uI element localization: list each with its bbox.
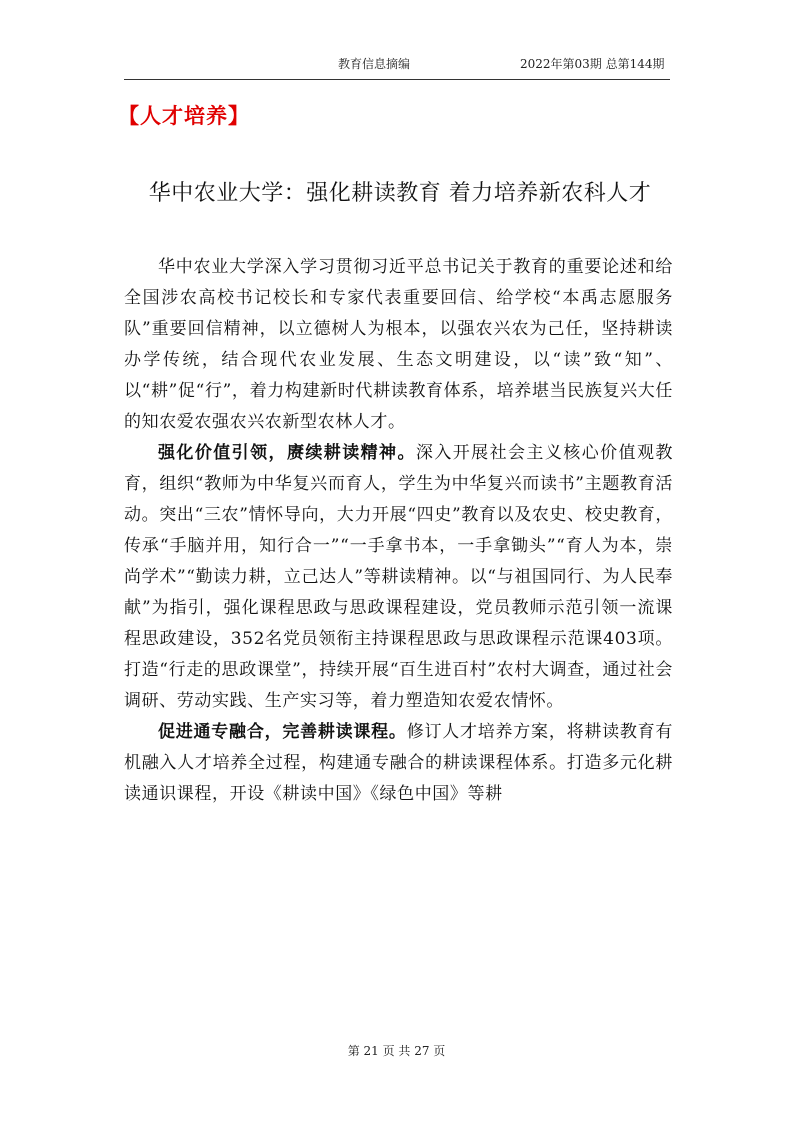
issue-number: 2022年第03期 总第144期	[520, 57, 665, 71]
paragraph-lead: 强化价值引领，赓续耕读精神。	[158, 443, 416, 463]
paragraph-text: 深入开展社会主义核心价值观教育，组织“教师为中华复兴而育人，学生为中华复兴而读书”主题教育活动。突出“三农”情怀导向，大力开展“四史”教育以及农史、校史教育，传承“手脑并用，知行合一”“一手拿书本，一手拿锄头”“育人为本，崇尚学术”“勤读力耕，立己达人”等耕读精神。以“与祖国同行、为人民奉献”为指引，强化课程思政与思政课程建设，党员教师示范引领一流课程思政建设，352名党员领衔主持课程思政与思政课程示范课403项。打造“行走的思政课堂”，持续开展“百生进百村”农村大调查，通过社会调研、劳动实践、生产实习等，着力塑造知农爱农情怀。	[124, 443, 673, 711]
article-body	[124, 252, 673, 810]
running-header	[0, 55, 793, 75]
header-divider	[124, 79, 670, 80]
paragraph	[124, 717, 673, 810]
publication-name: 教育信息摘编	[338, 57, 411, 71]
section-tag: 【人才培养】	[118, 104, 250, 128]
article-title: 华中农业大学：强化耕读教育 着力培养新农科人才	[148, 181, 652, 206]
paragraph-text: 华中农业大学深入学习贯彻习近平总书记关于教育的重要论述和给全国涉农高校书记校长和专家代表重要回信、给学校“本禹志愿服务队”重要回信精神，以立德树人为根本，以强农兴农为己任，坚持耕读办学传统，结合现代农业发展、生态文明建设，以“读”致“知”、以“耕”促“行”，着力构建新时代耕读教育体系，培养堪当民族复兴大任的知农爱农强农兴农新型农林人才。	[124, 257, 673, 432]
paragraph-lead: 促进通专融合，完善耕读课程。	[158, 722, 407, 742]
paragraph	[124, 252, 673, 438]
paragraph-text: 修订人才培养方案，将耕读教育有机融入人才培养全过程，构建通专融合的耕读课程体系。打造多元化耕读通识课程，开设《耕读中国》《绿色中国》等耕	[124, 722, 673, 804]
paragraph	[124, 438, 673, 717]
page-number: 第 21 页 共 27 页	[347, 1044, 446, 1058]
